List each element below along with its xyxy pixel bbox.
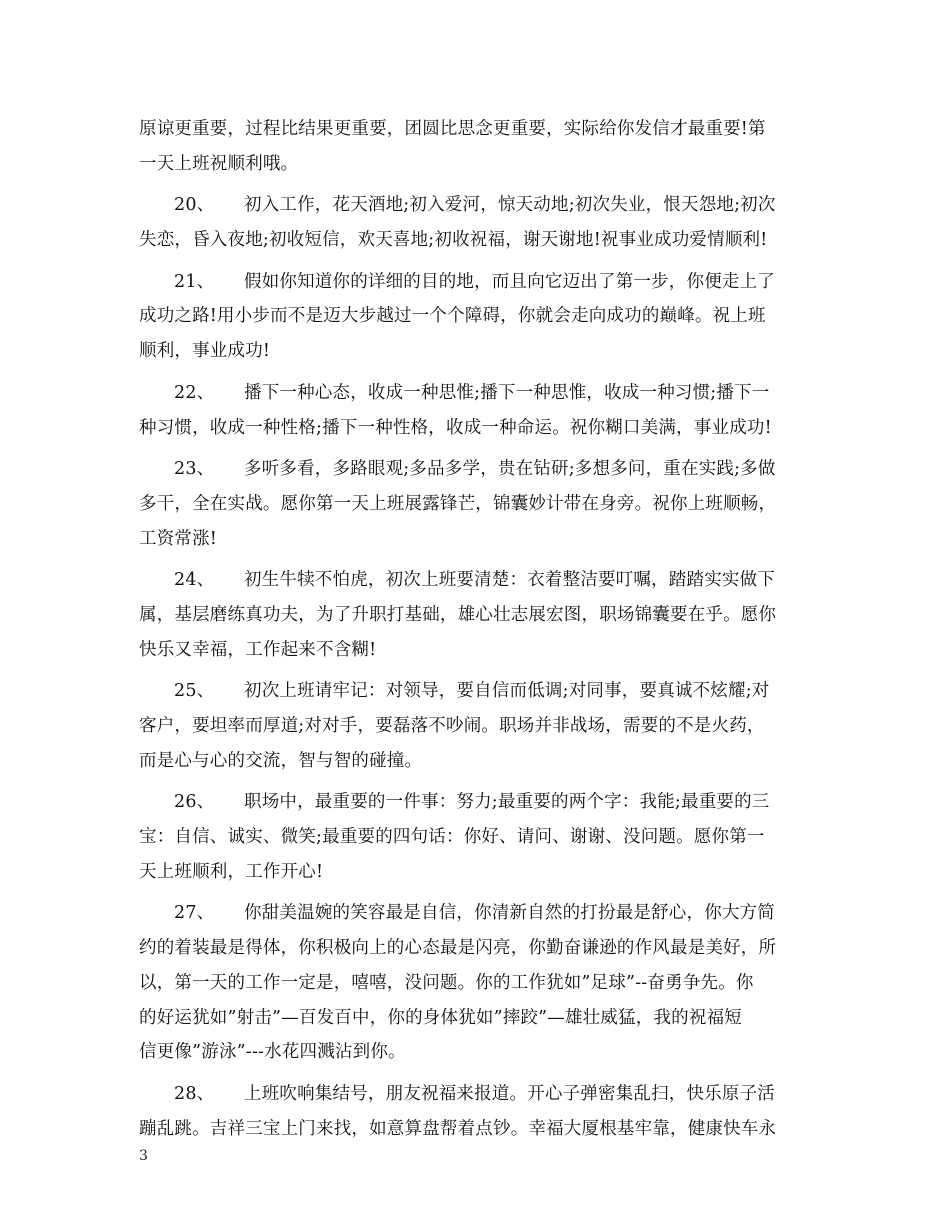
paragraph xyxy=(139,896,819,1069)
text-line xyxy=(139,334,819,369)
text-line xyxy=(139,223,819,258)
paragraph-gap xyxy=(139,667,819,674)
text-line xyxy=(139,452,819,487)
line-text: 天上班顺利，工作开心! xyxy=(139,861,324,882)
text-line xyxy=(139,896,819,931)
paragraph-gap xyxy=(139,258,819,265)
paragraph xyxy=(139,674,819,778)
line-text: 多干，全在实战。愿你第一天上班展露锋芒，锦囊妙计带在身旁。祝你上班顺畅， xyxy=(139,493,777,514)
line-text: 原谅更重要，过程比结果更重要，团圆比思念更重要，实际给你发信才最重要!第 xyxy=(139,119,766,139)
text-line xyxy=(139,188,819,223)
body-text xyxy=(139,112,819,1146)
line-text: 初生牛犊不怕虎，初次上班要清楚：衣着整洁要叮嘱，踏踏实实做下 xyxy=(244,570,775,591)
page-number: 3 xyxy=(139,1148,148,1164)
item-number: 24、 xyxy=(174,570,215,591)
text-line xyxy=(139,820,819,855)
item-number: 23、 xyxy=(174,459,215,480)
line-text: 多听多看，多路眼观;多品多学，贵在钻研;多想多问，重在实践;多做 xyxy=(244,459,776,480)
paragraph xyxy=(139,563,819,667)
text-line xyxy=(139,855,819,890)
line-text: 上班吹响集结号，朋友祝福来报道。开心子弹密集乱扫，快乐原子活 xyxy=(244,1083,775,1104)
item-number: 25、 xyxy=(174,681,215,702)
paragraph xyxy=(139,112,819,181)
line-text: 以，第一天的工作一定是，嘻嘻，没问题。你的工作犹如”足球”--奋勇争先。你 xyxy=(139,972,754,993)
item-number: 26、 xyxy=(174,792,215,813)
text-line xyxy=(139,1077,819,1112)
paragraph xyxy=(139,188,819,257)
line-text: 属，基层磨练真功夫，为了升职打基础，雄心壮志展宏图，职场锦囊要在乎。愿你 xyxy=(139,604,777,625)
line-text: 蹦乱跳。吉祥三宝上门来找，如意算盘帮着点钞。幸福大厦根基牢靠，健康快车永 xyxy=(139,1118,777,1139)
text-line xyxy=(139,633,819,668)
text-line xyxy=(139,147,819,182)
line-text: 播下一种心态，收成一种思惟;播下一种思惟，收成一种习惯;播下一 xyxy=(244,382,770,403)
text-line xyxy=(139,563,819,598)
line-text: 职场中，最重要的一件事：努力;最重要的两个字：我能;最重要的三 xyxy=(244,792,770,813)
line-text: 而是心与心的交流，智与智的碰撞。 xyxy=(139,750,423,771)
text-line xyxy=(139,1001,819,1036)
text-line xyxy=(139,709,819,744)
text-line xyxy=(139,522,819,557)
text-line xyxy=(139,744,819,779)
line-text: 的好运犹如”射击”—百发百中，你的身体犹如”摔跤”—雄壮威猛，我的祝福短 xyxy=(139,1007,742,1028)
text-line xyxy=(139,376,819,411)
item-number: 21、 xyxy=(174,271,215,292)
text-line xyxy=(139,1112,819,1147)
paragraph-gap xyxy=(139,369,819,376)
paragraph xyxy=(139,1077,819,1146)
text-line xyxy=(139,487,819,522)
text-line xyxy=(139,1035,819,1070)
text-line xyxy=(139,265,819,300)
paragraph-gap xyxy=(139,556,819,563)
text-line xyxy=(139,785,819,820)
line-text: 客户，要坦率而厚道;对对手，要磊落不吵闹。职场并非战场，需要的不是火药， xyxy=(139,716,765,736)
item-number: 27、 xyxy=(174,903,215,924)
text-line xyxy=(139,112,819,147)
text-line xyxy=(139,966,819,1001)
item-number: 28、 xyxy=(174,1083,215,1104)
line-text: 失恋，昏入夜地;初收短信，欢天喜地;初收祝福，谢天谢地!祝事业成功爱情顺利! xyxy=(139,230,768,251)
line-text: 初入工作，花天酒地;初入爱河，惊天动地;初次失业，恨天怨地;初次 xyxy=(244,195,776,216)
text-line xyxy=(139,598,819,633)
paragraph-gap xyxy=(139,181,819,188)
text-line xyxy=(139,411,819,446)
paragraph-gap xyxy=(139,445,819,452)
line-text: 你甜美温婉的笑容最是自信，你清新自然的打扮最是舒心，你大方简 xyxy=(244,903,775,924)
line-text: 快乐又幸福，工作起来不含糊! xyxy=(139,639,377,660)
paragraph xyxy=(139,452,819,556)
line-text: 宝：自信、诚实、微笑;最重要的四句话：你好、请问、谢谢、没问题。愿你第一 xyxy=(139,827,765,848)
line-text: 种习惯，收成一种性格;播下一种性格，收成一种命运。祝你糊口美满，事业成功! xyxy=(139,417,772,438)
line-text: 一天上班祝顺利哦。 xyxy=(139,153,299,174)
text-line xyxy=(139,674,819,709)
line-text: 工资常涨! xyxy=(139,528,218,549)
paragraph-gap xyxy=(139,889,819,896)
item-number: 20、 xyxy=(174,195,215,216)
text-line xyxy=(139,299,819,334)
item-number: 22、 xyxy=(174,382,215,403)
paragraph xyxy=(139,376,819,445)
paragraph xyxy=(139,785,819,889)
line-text: 顺利，事业成功! xyxy=(139,341,271,362)
line-text: 初次上班请牢记：对领导，要自信而低调;对同事，要真诚不炫耀;对 xyxy=(244,681,770,702)
text-line xyxy=(139,931,819,966)
line-text: 假如你知道你的详细的目的地，而且向它迈出了第一步，你便走上了 xyxy=(244,271,775,292)
line-text: 信更像”游泳”---水花四溅沾到你。 xyxy=(139,1042,406,1063)
line-text: 成功之路!用小步而不是迈大步越过一个个障碍，你就会走向成功的巅峰。祝上班 xyxy=(139,306,766,327)
paragraph xyxy=(139,265,819,369)
paragraph-gap xyxy=(139,1070,819,1077)
line-text: 约的着装最是得体，你积极向上的心态最是闪亮，你勤奋谦逊的作风最是美好，所 xyxy=(139,938,777,959)
paragraph-gap xyxy=(139,778,819,785)
